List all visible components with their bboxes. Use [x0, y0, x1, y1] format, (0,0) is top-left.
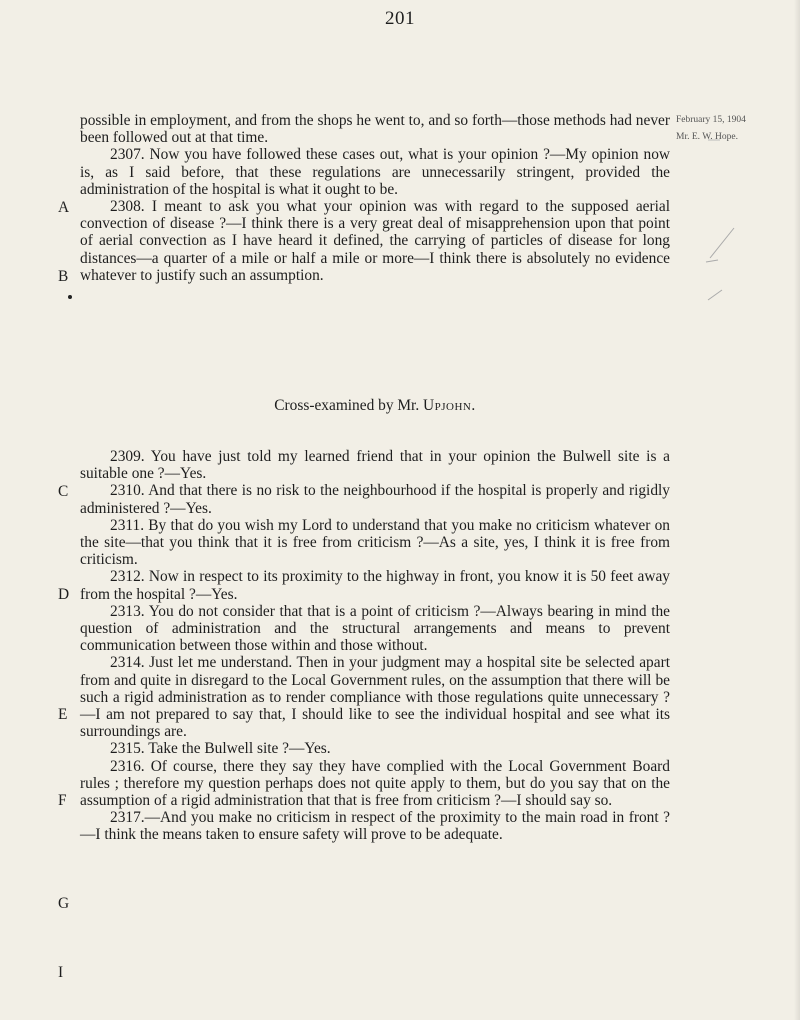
scan-mark-line	[706, 260, 718, 262]
paragraph: 2312. Now in respect to its proximity to the highway in front, you know it is 50 feet away from the hospital ?—Yes.	[80, 568, 670, 603]
paragraph: 2310. And that there is no risk to the neighbourhood if the hospital is properly and rigidly administered ?—Yes.	[80, 482, 670, 517]
margin-letter: C	[58, 483, 69, 500]
paragraph: 2313. You do not consider that that is a point of criticism ?—Always bearing in mind the question of administration and the structural arrangements and means to prevent communication between those within and those without.	[80, 602, 670, 655]
margin-letter: B	[58, 268, 69, 285]
sidenote-witness: Mr. E. W. Hope.	[676, 132, 739, 142]
margin-letter: D	[58, 586, 70, 603]
margin-sidenote	[676, 112, 794, 146]
heading-name: Upjohn.	[423, 397, 476, 414]
margin-letter: I	[58, 964, 64, 981]
paragraph: 2308. I meant to ask you what your opinion was with regard to the supposed aerial convection of disease ?—I think there is a very great deal of misapprehension upon that point of aerial convection as I have heard it defined, the carrying of particles of disease for long distances—a quarter of a mile or half a mile or more—I think there is absolutely no evidence whatever to justify such an assumption.	[80, 198, 670, 284]
testimony-block-bottom	[80, 448, 670, 844]
margin-letter: E	[58, 706, 68, 723]
paragraph: 2314. Just let me understand. Then in your judgment may a hospital site be selected apart from and quite in disregard to the Local Government rules, on the assumption that there will be such a rigid administration as to render compliance with those regulations quite unnecessary ?—I am not prepared to say that, I should like to see the individual hospital and see what its surroundings are.	[80, 654, 670, 741]
paragraph: possible in employment, and from the shops he went to, and so forth—those methods had never been followed out at that time.	[80, 112, 670, 147]
paragraph: 2307. Now you have followed these cases out, what is your opinion ?—My opinion now is, as I said before, that these regulations are unnecessarily stringent, provided the administration of the hospital is what it ought to be.	[80, 146, 670, 198]
scan-mark-line	[710, 228, 734, 258]
page-number: 201	[385, 8, 415, 29]
paragraph: 2311. By that do you wish my Lord to understand that you make no criticism whatever on the site—that you think that it is free from criticism ?—As a site, yes, I think it is free from criticism.	[80, 516, 670, 569]
margin-letter: G	[58, 895, 70, 912]
margin-letter: F	[58, 792, 67, 809]
paragraph: 2309. You have just told my learned friend that in your opinion the Bulwell site is a suitable one ?—Yes.	[80, 448, 670, 483]
sidenote-date: February 15, 1904	[676, 115, 746, 125]
section-heading	[80, 397, 670, 415]
testimony-block-top	[80, 112, 670, 284]
margin-letter: A	[58, 199, 70, 216]
paragraph: 2317.—And you make no criticism in respect of the proximity to the main road in front ?—I think the means taken to ensure safety will prove to be adequate.	[80, 809, 670, 844]
scan-mark-line	[708, 290, 722, 300]
paragraph: 2315. Take the Bulwell site ?—Yes.	[110, 740, 331, 758]
margin-bullet	[68, 295, 72, 299]
paragraph: 2316. Of course, there they say they have complied with the Local Government Board rules ; therefore my question perhaps does not quite apply to them, but do you say that on the assumption of a rigid administration that that is free from criticism ?—I should say so.	[80, 757, 670, 810]
heading-prefix: Cross-examined by Mr.	[274, 397, 424, 414]
page-edge-shadow	[794, 0, 800, 1020]
